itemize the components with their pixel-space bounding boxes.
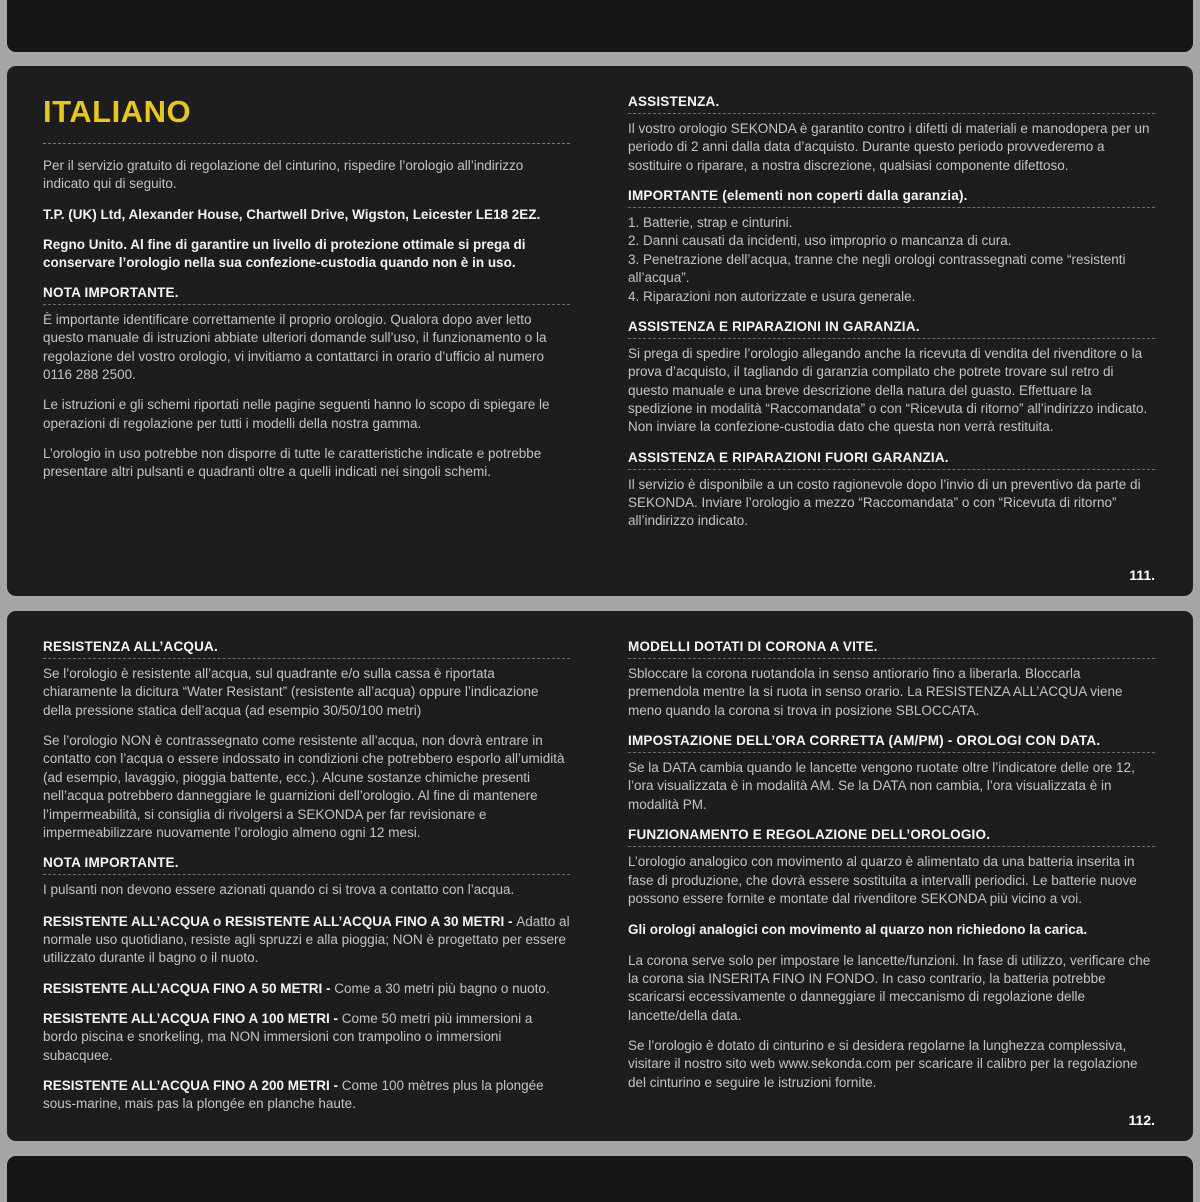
section-importante-esclusioni [628,188,1155,306]
importante-heading: IMPORTANTE (elementi non coperti dalla garanzia). [628,188,1155,208]
nota-paragraph-2: Le istruzioni e gli schemi riportati nelle pagine seguenti hanno lo scopo di spiegare le operazioni di regolazione per tutti i modelli della nostra gamma. [43,397,550,431]
resistenza-paragraph-1: Se l’orologio è resistente all’acqua, sul quadrante e/o sulla cassa è riportata chiaramente la dicitura “Water Resistant” (resistente all’acqua) oppure l’indicazione della pressione statica dell’acqua (ad esempio 30/50/100 metri) [43,666,539,718]
corona-body: Sbloccare la corona ruotandola in senso antiorario fino a liberarla. Bloccarla premendola mentre la si ruota in senso orario. La RESISTENZA ALL’ACQUA viene meno quando la corona si trova in posizione SBLOCCATA. [628,666,1123,718]
water-rating-30m [43,913,570,968]
nota-paragraph-1: È importante identificare correttamente il proprio orologio. Qualora dopo aver letto questo manuale di istruzioni abbiate ulteriori domande sull’uso, il funzionamento o la regolazione del vostro orologio, vi invitiamo a contattarci in orario d’ufficio al numero 0116 288 2500. [43,311,547,382]
exclusion-item: 1. Batterie, strap e cinturini. [628,215,793,231]
water-rating-100m-text: Come 50 metri più immersioni a bordo piscina e snorkeling, ma NON immersioni con trampolino o immersioni subacquee. [43,1011,533,1063]
next-page-panel-edge [7,1156,1193,1202]
no-charge-body: La corona serve solo per impostare le lancette/funzioni. In fase di utilizzo, verificare che la corona sia INSERITA FINO IN FONDO. In caso contrario, la batteria potrebbe scaricarsi eccessivamente o danneggiare il meccanismo di regolazione delle lancette/della data. [628,952,1151,1023]
page-number-112: 112. [1128,1112,1155,1128]
fuori-garanzia-heading: ASSISTENZA E RIPARAZIONI FUORI GARANZIA. [628,450,1155,470]
water-rating-200m-text: Come 100 mètres plus la plongée sous-marine, mais pas la plongée en planche haute. [43,1078,544,1112]
section-riparazioni-fuori-garanzia [628,450,1155,531]
page-112-panel [7,611,1193,1141]
garanzia-heading: ASSISTENZA E RIPARAZIONI IN GARANZIA. [628,319,1155,339]
garanzia-body: Si prega di spedire l’orologio allegando anche la ricevuta di vendita del rivenditore o la prova d’acquisto, il tagliando di garanzia compilato che potrete trovare sul retro di questo manuale e una breve descrizione della natura del guasto. Effettuare la spedizione in modalità “Raccomandata” o con “Ricevuta di ritorno” all’indirizzo indicato. Non inviare la confezione-custodia dato che questa non verrà restituita. [628,345,1148,435]
section-funzionamento [628,827,1155,908]
ampm-heading: IMPOSTAZIONE DELL’ORA CORRETTA (AM/PM) - OROLOGI CON DATA. [628,733,1155,753]
section-riparazioni-in-garanzia [628,319,1155,437]
page-111-right-column [628,94,1155,576]
assistenza-body: Il vostro orologio SEKONDA è garantito contro i difetti di materiali e manodopera per un periodo di 2 anni dalla data d’acquisto. Durante questo periodo provvederemo a sostituire o riparare, a nostra discrezione, qualsiasi componente difettoso. [628,121,1150,173]
no-charge-label: Gli orologi analogici con movimento al quarzo non richiedono la carica. [628,922,1088,938]
water-rating-50m [43,980,570,998]
exclusion-item: 4. Riparazioni non autorizzate e usura generale. [628,288,916,304]
nota-importante-2-body: I pulsanti non devono essere azionati quando ci si trova a contatto con l’acqua. [43,882,515,898]
strap-adjustment-note: Se l’orologio è dotato di cinturino e si desidera regolarne la lunghezza complessiva, visitare il nostro sito web www.sekonda.com per scaricare il calibro per la regolazione del cinturino e seguire le istruzioni fornite. [628,1038,1138,1090]
service-address: T.P. (UK) Ltd, Alexander House, Chartwell Drive, Wigston, Leicester LE18 2EZ. [43,206,541,222]
funzionamento-heading: FUNZIONAMENTO E REGOLAZIONE DELL’OROLOGIO. [628,827,1155,847]
assistenza-heading: ASSISTENZA. [628,94,1155,114]
storage-note: Regno Unito. Al fine di garantire un livello di protezione ottimale si prega di conservare l’orologio nella sua confezione-custodia quando non è in uso. [43,237,526,271]
section-resistenza-acqua [43,639,570,842]
page-111-panel [7,66,1193,596]
water-rating-100m-label: RESISTENTE ALL’ACQUA FINO A 100 METRI - [43,1011,342,1027]
water-rating-30m-label: RESISTENTE ALL’ACQUA o RESISTENTE ALL’ACQUA FINO A 30 METRI - [43,913,517,929]
nota-paragraph-3: L’orologio in uso potrebbe non disporre di tutte le caratteristiche indicate e potrebbe presentare altri pulsanti e quadranti oltre a quelli indicati nei singoli schemi. [43,445,542,480]
previous-page-panel-edge [7,0,1193,52]
page-number-111: 111. [1129,567,1155,583]
nota-importante-2-heading: NOTA IMPORTANTE. [43,855,570,875]
page-111-left-column [43,94,570,576]
exclusion-item: 3. Penetrazione dell’acqua, tranne che negli orologi contrassegnati come “resistenti all’acqua”. [628,251,1126,286]
exclusion-item: 2. Danni causati da incidenti, uso improprio o mancanza di cura. [628,233,1012,249]
section-nota-importante [43,285,570,482]
fuori-garanzia-body: Il servizio è disponibile a un costo ragionevole dopo l’invio di un preventivo da parte di SEKONDA. Inviare l’orologio a mezzo “Raccomandata” o con “Ricevuta di ritorno” all’indirizzo indicato. [628,476,1141,529]
strap-service-intro: Per il servizio gratuito di regolazione del cinturino, rispedire l’orologio all’indirizzo indicato qui di seguito. [43,158,524,192]
ampm-body: Se la DATA cambia quando le lancette vengono ruotate oltre l’indicatore delle ore 12, l’ora visualizzata è in modalità AM. Se la DATA non cambia, l’ora visualizzata è in modalità PM. [628,760,1135,812]
section-assistenza [628,94,1155,175]
section-am-pm [628,733,1155,814]
page-title-italiano: ITALIANO [43,94,570,144]
water-rating-200m [43,1077,570,1114]
section-nota-importante-2 [43,855,570,899]
water-rating-200m-label: RESISTENTE ALL’ACQUA FINO A 200 METRI - [43,1078,342,1094]
resistenza-heading: RESISTENZA ALL’ACQUA. [43,639,570,659]
water-rating-50m-label: RESISTENTE ALL’ACQUA FINO A 50 METRI - [43,980,335,996]
corona-heading: MODELLI DOTATI DI CORONA A VITE. [628,639,1155,659]
resistenza-paragraph-2: Se l’orologio NON è contrassegnato come resistente all’acqua, non dovrà entrare in contatto con l’acqua o essere indossato in condizioni che potrebbero esporlo all’umidità (ad esempio, lavaggio, pioggia battente, ecc.). Alcune sostanze chimiche presenti nell’acqua potrebbero danneggiare le guarnizioni dell’orologio. Al fine di mantenere l’impermeabilità, si consiglia di rivolgersi a SEKONDA per far revisionare e impermeabilizzare nuovamente l’orologio almeno ogni 12 mesi. [43,733,565,840]
section-corona-a-vite [628,639,1155,720]
page-112-right-column [628,639,1155,1121]
nota-importante-heading: NOTA IMPORTANTE. [43,285,570,305]
water-rating-50m-text: Come a 30 metri più bagno o nuoto. [334,980,550,996]
water-rating-100m [43,1010,570,1065]
water-rating-30m-text: Adatto al normale uso quotidiano, resiste agli spruzzi e alla pioggia; NON è progettato per essere utilizzato durante il bagno o il nuoto. [43,913,570,966]
page-112-left-column [43,639,570,1121]
funzionamento-body: L’orologio analogico con movimento al quarzo è alimentato da una batteria inserita in fase di produzione, che dovrà essere sostituita a intervalli periodici. Le batterie nuove possono essere fornite e montate dal rivenditore SEKONDA più vicino a voi. [628,854,1137,906]
